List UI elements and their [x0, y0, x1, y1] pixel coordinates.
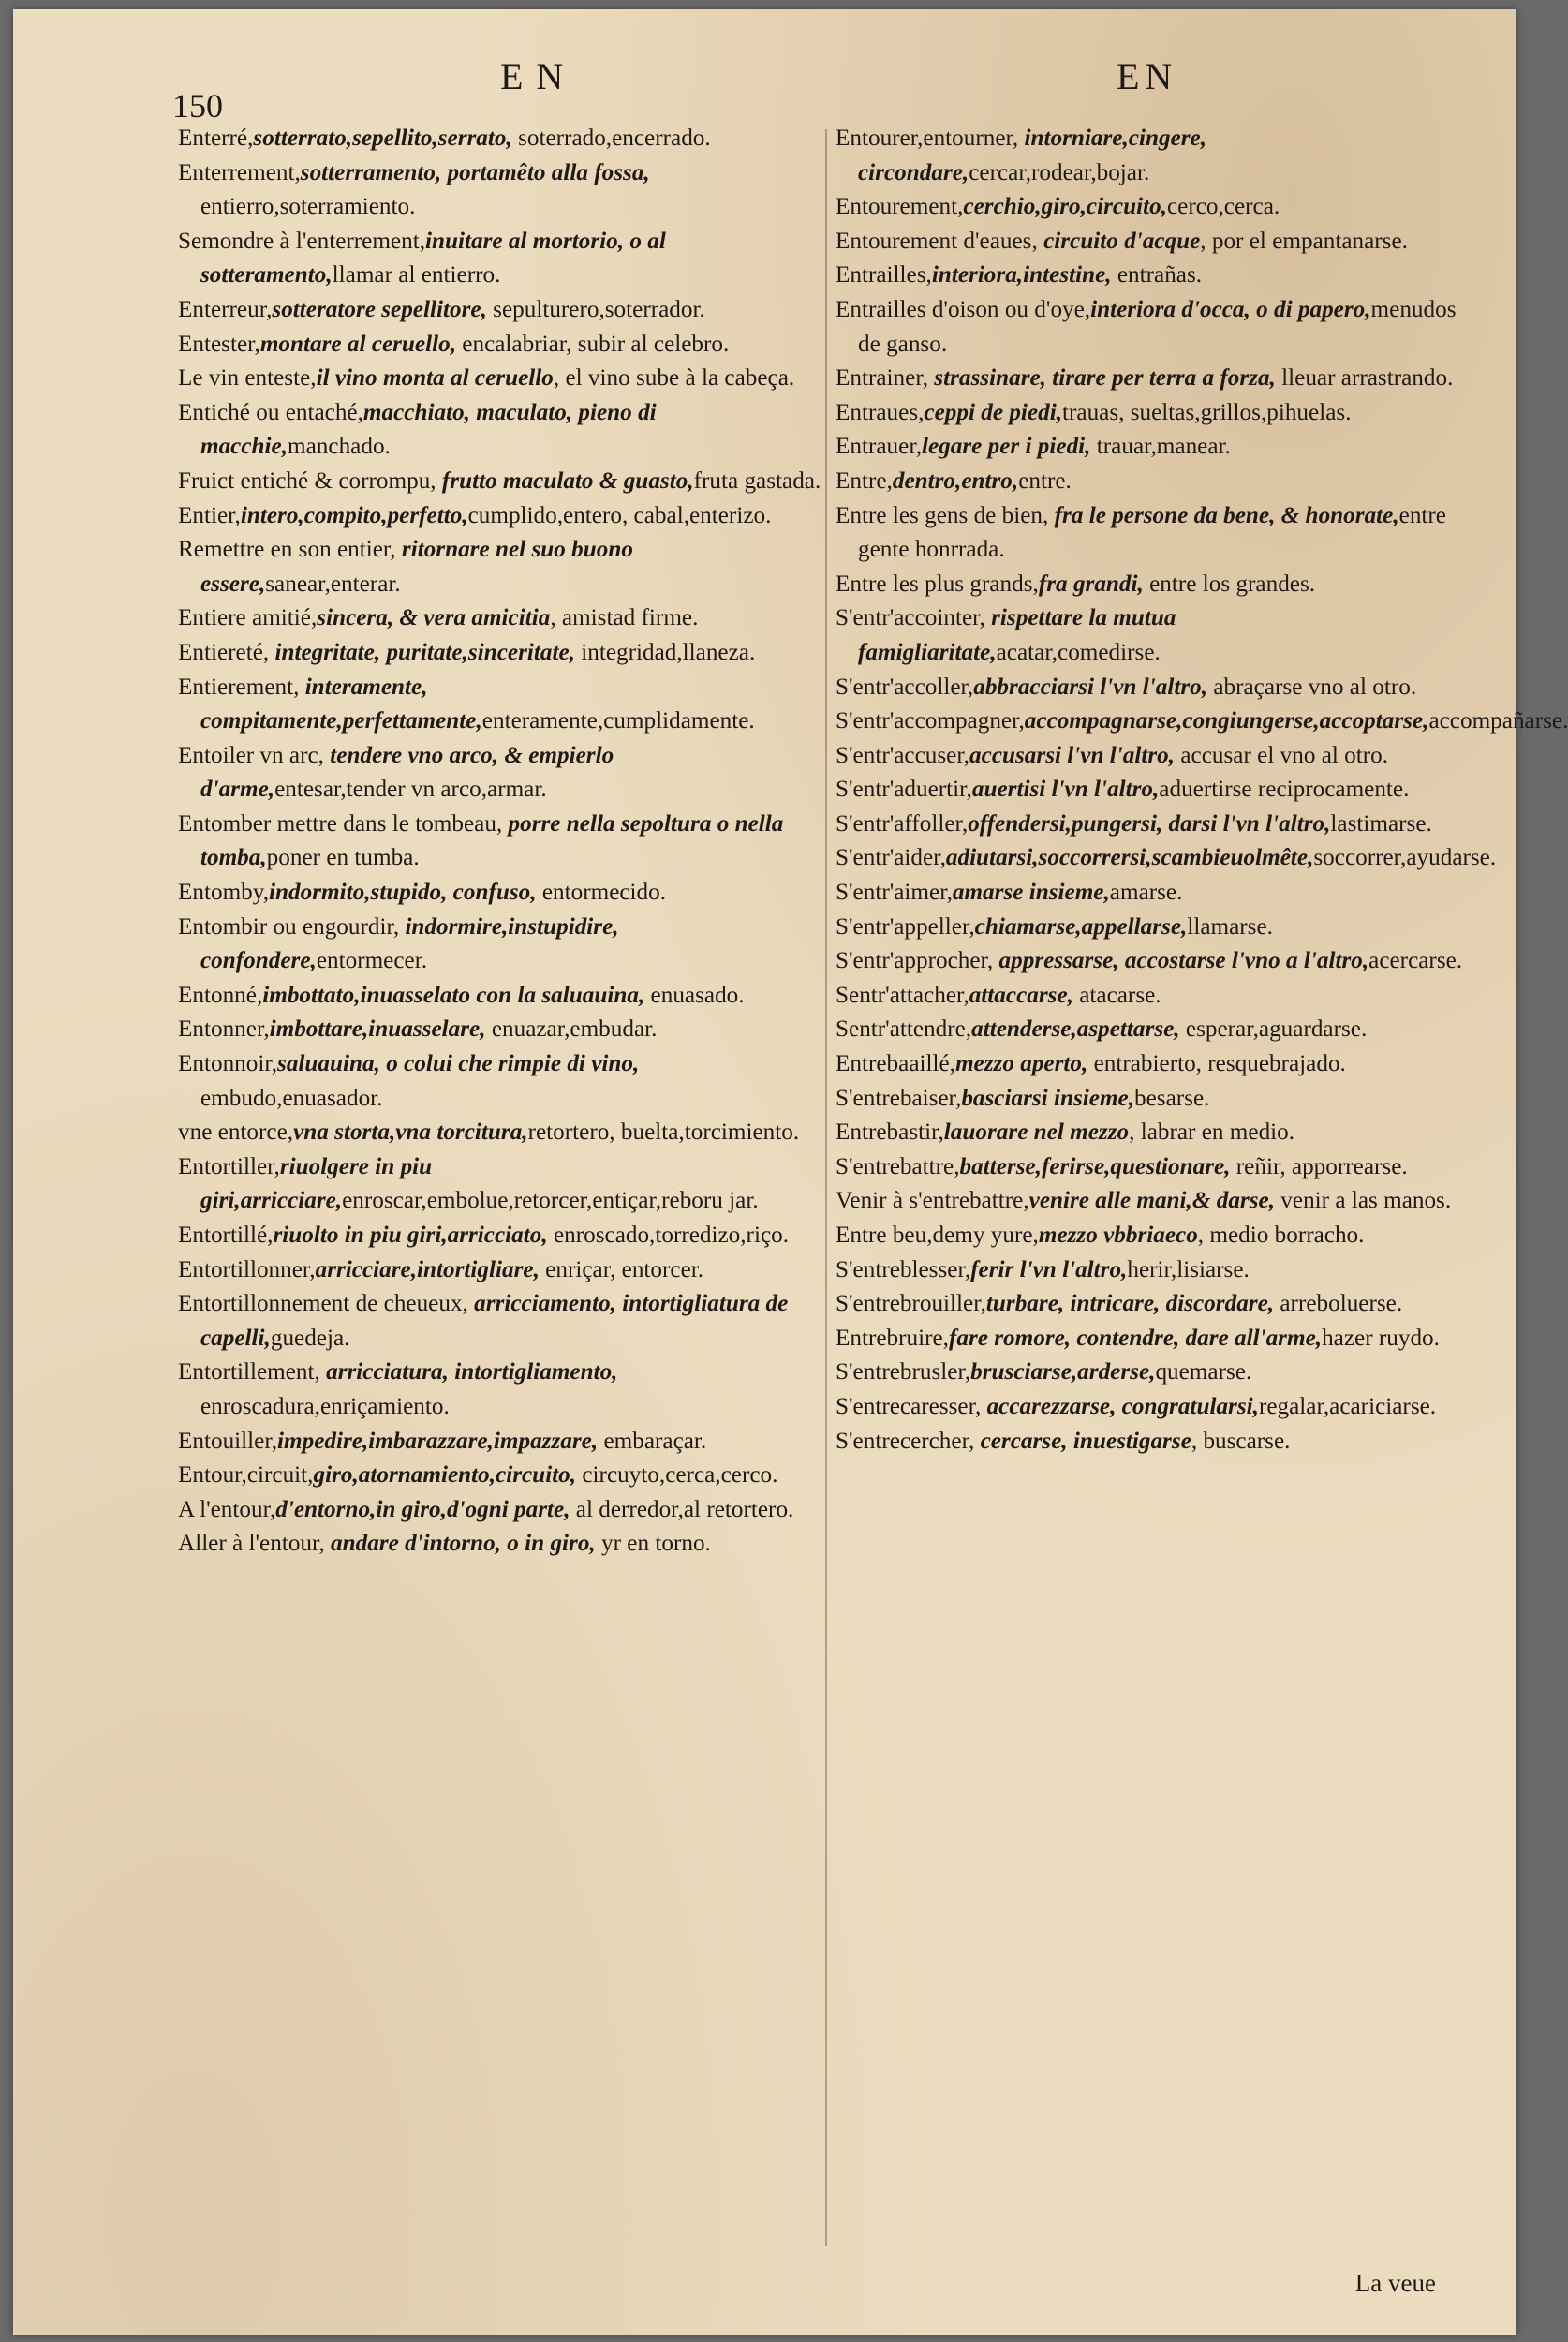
french-headword: S'entrebaiser,	[836, 1085, 962, 1111]
spanish-translation: enuasado.	[644, 982, 745, 1008]
french-headword: Entiere amitié,	[178, 605, 318, 631]
spanish-translation: enroscar,embolue,retorcer,entiçar,reboru jar.	[342, 1188, 759, 1214]
spanish-translation: lastimarse.	[1330, 810, 1432, 837]
spanish-translation: herir,lisiarse.	[1127, 1256, 1250, 1282]
dictionary-entry	[836, 808, 1482, 842]
french-headword: S'entr'aduertir,	[836, 777, 972, 803]
dictionary-entry	[178, 1150, 824, 1219]
dictionary-entry	[836, 1287, 1482, 1322]
spanish-translation: accusar el vno al otro.	[1175, 742, 1389, 768]
spanish-translation: atacarse.	[1072, 982, 1161, 1008]
french-headword: Entrainer,	[836, 365, 928, 392]
french-headword: Entouiller,	[178, 1428, 278, 1454]
spanish-translation: entre los grandes.	[1143, 571, 1316, 597]
dictionary-entry	[836, 1184, 1482, 1219]
french-headword: Entrauer,	[836, 434, 922, 460]
italian-translation: ceppi de piedi,	[924, 399, 1062, 425]
spanish-translation: entrañas.	[1111, 262, 1203, 289]
dictionary-entry	[836, 1047, 1482, 1082]
french-headword: Entortiller,	[178, 1153, 280, 1179]
french-headword: Enterreur,	[178, 296, 273, 322]
spanish-translation: reñir, apporrearse.	[1230, 1153, 1408, 1179]
spanish-translation: , labrar en medio.	[1129, 1119, 1295, 1146]
italian-translation: fare romore, contendre, dare all'arme,	[948, 1325, 1323, 1351]
french-headword: Aller à l'entour,	[178, 1531, 325, 1557]
dictionary-entry	[836, 1116, 1482, 1150]
italian-translation: giro,atornamiento,circuito,	[313, 1462, 577, 1489]
french-headword: Entourer,entourner,	[836, 126, 1019, 151]
french-headword: Sentr'attendre,	[836, 1016, 972, 1043]
french-headword: Entre les plus grands,	[836, 571, 1039, 597]
italian-translation: cerchio,giro,circuito,	[963, 194, 1167, 220]
french-headword: Sentr'attacher,	[836, 982, 969, 1008]
dictionary-entry	[178, 533, 824, 601]
french-headword: S'entrebattre,	[836, 1153, 960, 1179]
italian-translation: offendersi,pungersi, darsi l'vn l'altro,	[968, 810, 1331, 837]
italian-translation: sincera, & vera amicitia	[317, 605, 551, 631]
spanish-translation: enroscado,torredizo,riço.	[547, 1223, 790, 1248]
italian-translation: arricciare,intortigliare,	[315, 1256, 540, 1282]
dictionary-entry	[178, 1116, 824, 1150]
column-divider	[825, 129, 827, 2246]
dictionary-entry	[836, 430, 1482, 465]
spanish-translation: manchado.	[288, 434, 391, 460]
dictionary-entry	[836, 225, 1482, 259]
spanish-translation: , buscarse.	[1191, 1428, 1291, 1454]
dictionary-entry	[836, 1322, 1482, 1356]
dictionary-entry	[836, 396, 1482, 431]
spanish-translation: , por el empantanarse.	[1200, 228, 1408, 254]
italian-translation: rispettare la mutua famigliaritate,	[858, 605, 1176, 665]
french-headword: Entour,circuit,	[178, 1462, 314, 1489]
spanish-translation: yr en torno.	[595, 1531, 711, 1557]
spanish-translation: encalabriar, subir al celebro.	[456, 331, 730, 357]
french-headword: Entonnoir,	[178, 1051, 278, 1077]
spanish-translation: fruta gastada.	[693, 467, 821, 494]
italian-translation: accompagnarse,congiungerse,accoptarse,	[1024, 708, 1429, 734]
page-number: 150	[172, 87, 223, 125]
italian-translation: attenderse,aspettarse,	[971, 1016, 1180, 1043]
italian-translation: inuitare al mortorio, o al sotteramento,	[200, 228, 666, 289]
spanish-translation: circuyto,cerca,cerco.	[576, 1462, 778, 1489]
catchword: La veue	[1354, 2269, 1436, 2297]
dictionary-entry	[178, 225, 824, 293]
spanish-translation: cumplido,entero, cabal,enterizo.	[467, 502, 772, 528]
italian-translation: adiutarsi,soccorrersi,scambieuolmête,	[945, 845, 1314, 871]
dictionary-entry	[178, 1356, 824, 1424]
italian-translation: strassinare, tirare per terra a forza,	[928, 365, 1276, 392]
italian-translation: brusciarse,arderse,	[970, 1359, 1156, 1386]
dictionary-entry	[836, 362, 1482, 396]
spanish-translation: integridad,llaneza.	[574, 639, 756, 665]
dictionary-entry	[836, 259, 1482, 293]
french-headword: Entre beu,demy yure,	[836, 1223, 1039, 1248]
dictionary-entry	[178, 465, 824, 499]
french-headword: Entre les gens de bien,	[836, 502, 1049, 528]
french-headword: vne entorce,	[178, 1119, 294, 1146]
italian-translation: accusarsi l'vn l'altro,	[969, 742, 1176, 768]
french-headword: S'entr'accuser,	[836, 742, 970, 768]
spanish-translation: , medio borracho.	[1197, 1223, 1365, 1248]
dictionary-entry	[178, 156, 824, 225]
spanish-translation: llamarse.	[1187, 913, 1273, 940]
french-headword: Entierement,	[178, 674, 300, 700]
french-headword: Enterrement,	[178, 159, 301, 185]
spanish-translation: regalar,acariciarse.	[1258, 1393, 1437, 1419]
french-headword: Entortillonner,	[178, 1256, 316, 1282]
dictionary-entry	[836, 499, 1482, 568]
italian-translation: impedire,imbarazzare,impazzare,	[277, 1428, 599, 1454]
italian-translation: intero,compito,perfetto,	[240, 502, 468, 528]
dictionary-entry	[836, 465, 1482, 499]
spanish-translation: al derredor,al retortero.	[570, 1496, 794, 1522]
dictionary-entry	[178, 362, 824, 396]
french-headword: Entomber mettre dans le tombeau,	[178, 810, 503, 837]
italian-translation: saluauina, o colui che rimpie di vino,	[277, 1051, 640, 1077]
italian-translation: batterse,ferirse,questionare,	[959, 1153, 1231, 1179]
italian-translation: porre nella sepoltura o nella tomba,	[200, 810, 784, 871]
italian-translation: dentro,entro,	[892, 467, 1019, 494]
dictionary-entry	[836, 739, 1482, 774]
dictionary-entry	[178, 911, 824, 979]
dictionary-entry	[836, 1219, 1482, 1253]
dictionary-entry	[178, 1287, 824, 1356]
french-headword: Entonner,	[178, 1016, 270, 1043]
dictionary-entry	[178, 1047, 824, 1116]
spanish-translation: enteramente,cumplidamente.	[481, 708, 755, 734]
french-headword: S'entr'accointer,	[836, 605, 985, 631]
spanish-translation: trauar,manear.	[1090, 434, 1231, 460]
french-headword: S'entr'affoller,	[836, 810, 969, 837]
dictionary-entry	[178, 293, 824, 328]
italian-translation: cercarse, inuestigarse	[974, 1428, 1191, 1454]
dictionary-entry	[178, 636, 824, 671]
french-headword: Entrailles d'oison ou d'oye,	[836, 296, 1091, 322]
spanish-translation: sepulturero,soterrador.	[486, 296, 705, 322]
french-headword: S'entrebrusler,	[836, 1359, 971, 1386]
french-headword: S'entr'accoller,	[836, 674, 974, 700]
italian-translation: sotteratore sepellitore,	[272, 296, 487, 322]
dictionary-entry	[178, 739, 824, 808]
italian-translation: indormito,stupido, confuso,	[269, 880, 537, 906]
french-headword: Entrailles,	[836, 262, 932, 289]
dictionary-entry	[178, 1219, 824, 1253]
italian-translation: macchiato, maculato, pieno di macchie,	[200, 399, 657, 460]
italian-translation: riuolgere in piu giri,arricciare,	[200, 1153, 433, 1214]
french-headword: Entrebaaillé,	[836, 1051, 955, 1077]
spanish-translation: llamar al entierro.	[332, 262, 501, 289]
french-headword: S'entrecercher,	[836, 1428, 975, 1454]
spanish-translation: enriçar, entorcer.	[539, 1256, 704, 1282]
italian-translation: sotterrato,sepellito,serrato,	[253, 126, 512, 151]
french-headword: Entoiler vn arc,	[178, 742, 324, 768]
french-headword: S'entr'accompagner,	[836, 708, 1025, 734]
spanish-translation: poner en tumba.	[266, 845, 420, 871]
dictionary-entry	[836, 1013, 1482, 1047]
italian-translation: venire alle mani,& darse,	[1028, 1188, 1275, 1214]
left-running-head: EN	[500, 55, 577, 97]
italian-translation: ferir l'vn l'altro,	[970, 1256, 1128, 1282]
left-column	[178, 122, 824, 1562]
french-headword: Semondre à l'enterrement,	[178, 228, 426, 254]
italian-translation: amarse insieme,	[952, 880, 1110, 906]
italian-translation: mezzo vbbriaeco	[1038, 1223, 1198, 1248]
dictionary-entry	[178, 499, 824, 534]
french-headword: S'entr'aider,	[836, 845, 946, 871]
french-headword: S'entrebrouiller,	[836, 1291, 986, 1317]
dictionary-entry	[178, 601, 824, 636]
italian-translation: basciarsi insieme,	[961, 1085, 1135, 1111]
italian-translation: indormire,instupidire, confondere,	[200, 913, 619, 974]
italian-translation: attaccarse,	[969, 982, 1073, 1008]
french-headword: Entourement,	[836, 194, 964, 220]
italian-translation: montare al ceruello,	[259, 331, 456, 357]
italian-translation: integritate, puritate,sinceritate,	[269, 639, 575, 665]
dictionary-entry	[178, 1459, 824, 1493]
italian-translation: abbracciarsi l'vn l'altro,	[973, 674, 1208, 700]
dictionary-entry	[836, 293, 1482, 362]
french-headword: Entraues,	[836, 399, 925, 425]
italian-translation: interiora d'occa, o di papero,	[1090, 296, 1371, 322]
italian-translation: interamente, compitamente,perfettamente,	[200, 674, 482, 734]
french-headword: Entester,	[178, 331, 260, 357]
italian-translation: arricciatura, intortigliamento,	[319, 1359, 618, 1386]
dictionary-entry	[178, 328, 824, 363]
dictionary-entry	[836, 1390, 1482, 1425]
french-headword: Entomby,	[178, 880, 270, 906]
italian-translation: accarezzarse, congratularsi,	[981, 1393, 1259, 1419]
french-headword: Le vin enteste,	[178, 365, 317, 392]
italian-translation: sotterramento, portamêto alla fossa,	[300, 159, 650, 185]
french-headword: Entrebastir,	[836, 1119, 944, 1146]
french-headword: Venir à s'entrebattre,	[836, 1188, 1029, 1214]
spanish-translation: abraçarse vno al otro.	[1207, 674, 1417, 700]
italian-translation: ritornare nel suo buono essere,	[200, 537, 633, 597]
spanish-translation: acercarse.	[1368, 948, 1463, 974]
spanish-translation: besarse.	[1134, 1085, 1210, 1111]
italian-translation: imbottare,inuasselare,	[269, 1016, 486, 1043]
french-headword: Entiereté,	[178, 639, 270, 665]
french-headword: Entre,	[836, 467, 893, 494]
french-headword: Entourement d'eaues,	[836, 228, 1038, 254]
dictionary-entry	[836, 122, 1482, 190]
dictionary-page	[13, 9, 1568, 2335]
french-headword: S'entr'approcher,	[836, 948, 994, 974]
italian-translation: circuito d'acque	[1037, 228, 1201, 254]
dictionary-entry	[836, 1253, 1482, 1288]
dictionary-entry	[836, 876, 1482, 911]
spanish-translation: entre gente honrrada.	[858, 502, 1446, 563]
spanish-translation: cerco,cerca.	[1166, 194, 1280, 220]
spanish-translation: accompañarse.	[1428, 708, 1568, 734]
spanish-translation: esperar,aguardarse.	[1179, 1016, 1368, 1043]
spanish-translation: enuazar,embudar.	[485, 1016, 658, 1043]
italian-translation: fra grandi,	[1038, 571, 1144, 597]
spanish-translation: amarse.	[1109, 880, 1183, 906]
italian-translation: lauorare nel mezzo	[943, 1119, 1130, 1146]
spanish-translation: guedeja.	[270, 1325, 350, 1351]
spanish-translation: aduertirse reciprocamente.	[1159, 777, 1410, 803]
dictionary-entry	[836, 773, 1482, 808]
spanish-translation: hazer ruydo.	[1322, 1325, 1440, 1351]
right-running-head: EN	[1117, 55, 1178, 97]
dictionary-entry	[178, 1253, 824, 1288]
spanish-translation: sanear,enterar.	[265, 571, 401, 597]
italian-translation: tendere vno arco, & empierlo d'arme,	[200, 742, 614, 803]
dictionary-entry	[836, 911, 1482, 945]
french-headword: S'entr'appeller,	[836, 913, 975, 940]
dictionary-entry	[178, 979, 824, 1014]
french-headword: Remettre en son entier,	[178, 537, 396, 563]
dictionary-entry	[836, 1425, 1482, 1460]
italian-translation: chiamarse,appellarse,	[974, 913, 1188, 940]
dictionary-entry	[178, 671, 824, 739]
spanish-translation: entierro,soterramiento.	[200, 194, 416, 220]
dictionary-entry	[836, 1082, 1482, 1117]
french-headword: S'entreblesser,	[836, 1256, 971, 1282]
spanish-translation: lleuar arrastrando.	[1275, 365, 1454, 392]
dictionary-entry	[836, 944, 1482, 979]
spanish-translation: acatar,comedirse.	[996, 639, 1161, 665]
french-headword: Entier,	[178, 502, 241, 528]
french-headword: Entortillement,	[178, 1359, 320, 1386]
spanish-translation: menudos de ganso.	[858, 296, 1457, 357]
french-headword: Entrebruire,	[836, 1325, 949, 1351]
spanish-translation: embudo,enuasador.	[200, 1085, 383, 1111]
italian-translation: andare d'intorno, o in giro,	[324, 1531, 596, 1557]
dictionary-entry	[836, 601, 1482, 670]
italian-translation: turbare, intricare, discordare,	[985, 1291, 1275, 1317]
french-headword: Entonné,	[178, 982, 263, 1008]
french-headword: Fruict entiché & corrompu,	[178, 467, 436, 494]
spanish-translation: entesar,tender vn arco,armar.	[274, 777, 547, 803]
italian-translation: intorniare,cingere, circondare,	[858, 126, 1207, 185]
spanish-translation: entormecido.	[536, 880, 667, 906]
dictionary-entry	[836, 190, 1482, 225]
italian-translation: imbottato,inuasselato con la saluauina,	[262, 982, 645, 1008]
italian-translation: fra le persone da bene, & honorate,	[1048, 502, 1399, 528]
italian-translation: auertisi l'vn l'altro,	[971, 777, 1160, 803]
dictionary-entry	[178, 876, 824, 911]
spanish-translation: soccorrer,ayudarse.	[1313, 845, 1497, 871]
dictionary-entry	[178, 1425, 824, 1460]
dictionary-entry	[836, 704, 1568, 739]
dictionary-entry	[178, 1493, 824, 1528]
french-headword: Entombir ou engourdir,	[178, 913, 400, 940]
spanish-translation: soterrado,encerrado.	[511, 126, 711, 151]
french-headword: Enterré,	[178, 126, 254, 151]
italian-translation: legare per i piedi,	[922, 434, 1091, 460]
french-headword: A l'entour,	[178, 1496, 276, 1522]
french-headword: S'entr'aimer,	[836, 880, 953, 906]
dictionary-entry	[178, 396, 824, 465]
spanish-translation: retortero, buelta,torcimiento.	[527, 1119, 800, 1146]
dictionary-entry	[178, 1013, 824, 1047]
spanish-translation: venir a las manos.	[1275, 1188, 1452, 1214]
spanish-translation: entre.	[1018, 467, 1072, 494]
dictionary-entry	[836, 841, 1497, 876]
dictionary-entry	[178, 122, 824, 156]
dictionary-entry	[836, 979, 1482, 1014]
spanish-translation: entrabierto, resquebrajado.	[1087, 1051, 1346, 1077]
right-column	[836, 122, 1568, 1459]
italian-translation: arricciamento, intortigliatura de capelli,	[200, 1291, 789, 1351]
spanish-translation: , amistad firme.	[550, 605, 699, 631]
italian-translation: interiora,intestine,	[931, 262, 1112, 289]
spanish-translation: entormecer.	[316, 948, 428, 974]
spanish-translation: enroscadura,enriçamiento.	[200, 1393, 450, 1419]
french-headword: Entortillonnement de cheueux,	[178, 1291, 468, 1317]
spanish-translation: embaraçar.	[598, 1428, 707, 1454]
italian-translation: vna storta,vna torcitura,	[293, 1119, 528, 1146]
french-headword: Entortillé,	[178, 1223, 274, 1248]
french-headword: S'entrecaresser,	[836, 1393, 982, 1419]
italian-translation: frutto maculato & guasto,	[436, 467, 694, 494]
dictionary-entry	[178, 1527, 824, 1562]
dictionary-entry	[836, 671, 1482, 705]
italian-translation: riuolto in piu giri,arricciato,	[273, 1223, 548, 1248]
dictionary-entry	[178, 808, 824, 876]
spanish-translation: , el vino sube à la cabeça.	[553, 365, 795, 392]
italian-translation: mezzo aperto,	[954, 1051, 1088, 1077]
spanish-translation: quemarse.	[1155, 1359, 1252, 1386]
dictionary-entry	[836, 1150, 1482, 1185]
dictionary-entry	[836, 568, 1482, 602]
spanish-translation: arreboluerse.	[1274, 1291, 1403, 1317]
spanish-translation: cercar,rodear,bojar.	[969, 159, 1150, 185]
italian-translation: appressarse, accostarse l'vno a l'altro,	[993, 948, 1369, 974]
french-headword: Entiché ou entaché,	[178, 399, 363, 425]
spanish-translation: trauas, sueltas,grillos,pihuelas.	[1062, 399, 1352, 425]
dictionary-entry	[836, 1356, 1482, 1390]
italian-translation: d'entorno,in giro,d'ogni parte,	[275, 1496, 570, 1522]
italian-translation: il vino monta al ceruello	[316, 365, 554, 392]
